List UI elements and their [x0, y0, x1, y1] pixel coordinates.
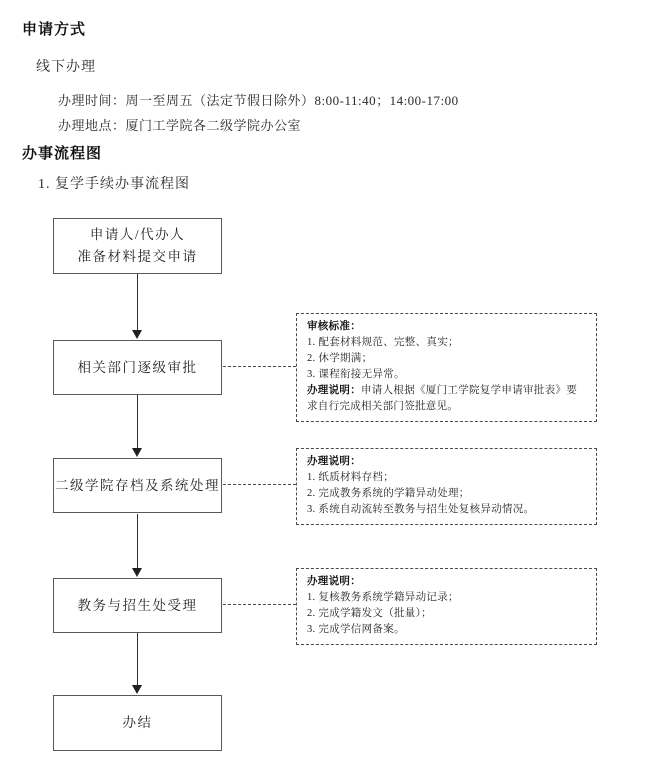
annotation-registrar-processing: [296, 568, 597, 645]
flow-node-college-archive: [53, 458, 222, 513]
flow-node-label: 准备材料提交申请: [77, 249, 198, 264]
flow-node-completed: [53, 695, 222, 751]
flow-node-label: 申请人/代办人: [89, 227, 186, 242]
processing-location-line: 办理地点：厦门工学院各二级学院办公室: [58, 118, 302, 133]
section-heading-application-method: 申请方式: [22, 22, 87, 38]
flow-node-registrar-accept: [53, 578, 222, 633]
arrow-down-icon: [132, 568, 142, 577]
offline-channel-label: 线下办理: [36, 60, 96, 75]
processing-time-line: 办理时间：周一至周五（法定节假日除外）8:00-11:40；14:00-17:00: [58, 93, 459, 108]
annotation-item: 2. 休学期满；: [307, 353, 373, 364]
arrow-line: [137, 633, 138, 685]
annotation-item: 2. 完成学籍发文（批量）；: [307, 608, 432, 619]
annotation-item: 3. 课程衔接无异常。: [307, 369, 405, 380]
arrow-line: [137, 274, 138, 330]
annotation-item: 2. 完成教务系统的学籍异动处理；: [307, 488, 470, 499]
annotation-note-label: 办理说明：: [307, 385, 361, 396]
arrow-line: [137, 514, 138, 568]
annotation-review-criteria: [296, 313, 597, 422]
flow-node-department-approval: [53, 340, 222, 395]
arrow-line: [137, 395, 138, 448]
annotation-college-processing: [296, 448, 597, 525]
section-heading-flowchart: 办事流程图: [22, 146, 103, 162]
annotation-item: 3. 系统自动流转至教务与招生处复核异动情况。: [307, 504, 535, 515]
dashed-connector: [223, 604, 296, 605]
annotation-item: 1. 配套材料规范、完整、真实；: [307, 337, 459, 348]
annotation-note-text: 申请人根据《厦门工学院复学申请审批表》要求自行完成相关部门签批意见。: [307, 385, 577, 412]
flow-node-label: 办结: [122, 715, 153, 730]
annotation-title: 办理说明：: [307, 456, 361, 467]
annotation-title: 审核标准：: [307, 321, 361, 332]
flow-node-label: 相关部门逐级审批: [77, 359, 198, 375]
flow-node-label: 教务与招生处受理: [77, 597, 198, 613]
annotation-note: [307, 383, 586, 415]
annotation-item: 3. 完成学信网备案。: [307, 624, 405, 635]
flowchart-caption: 1. 复学手续办事流程图: [38, 177, 190, 192]
arrow-down-icon: [132, 448, 142, 457]
dashed-connector: [223, 484, 296, 485]
annotation-item: 1. 复核教务系统学籍异动记录；: [307, 592, 459, 603]
arrow-down-icon: [132, 330, 142, 339]
dashed-connector: [223, 366, 296, 367]
flow-node-label: 二级学院存档及系统处理: [55, 477, 220, 493]
arrow-down-icon: [132, 685, 142, 694]
flow-node-applicant-submit: [53, 218, 222, 274]
annotation-title: 办理说明：: [307, 576, 361, 587]
annotation-item: 1. 纸质材料存档；: [307, 472, 394, 483]
